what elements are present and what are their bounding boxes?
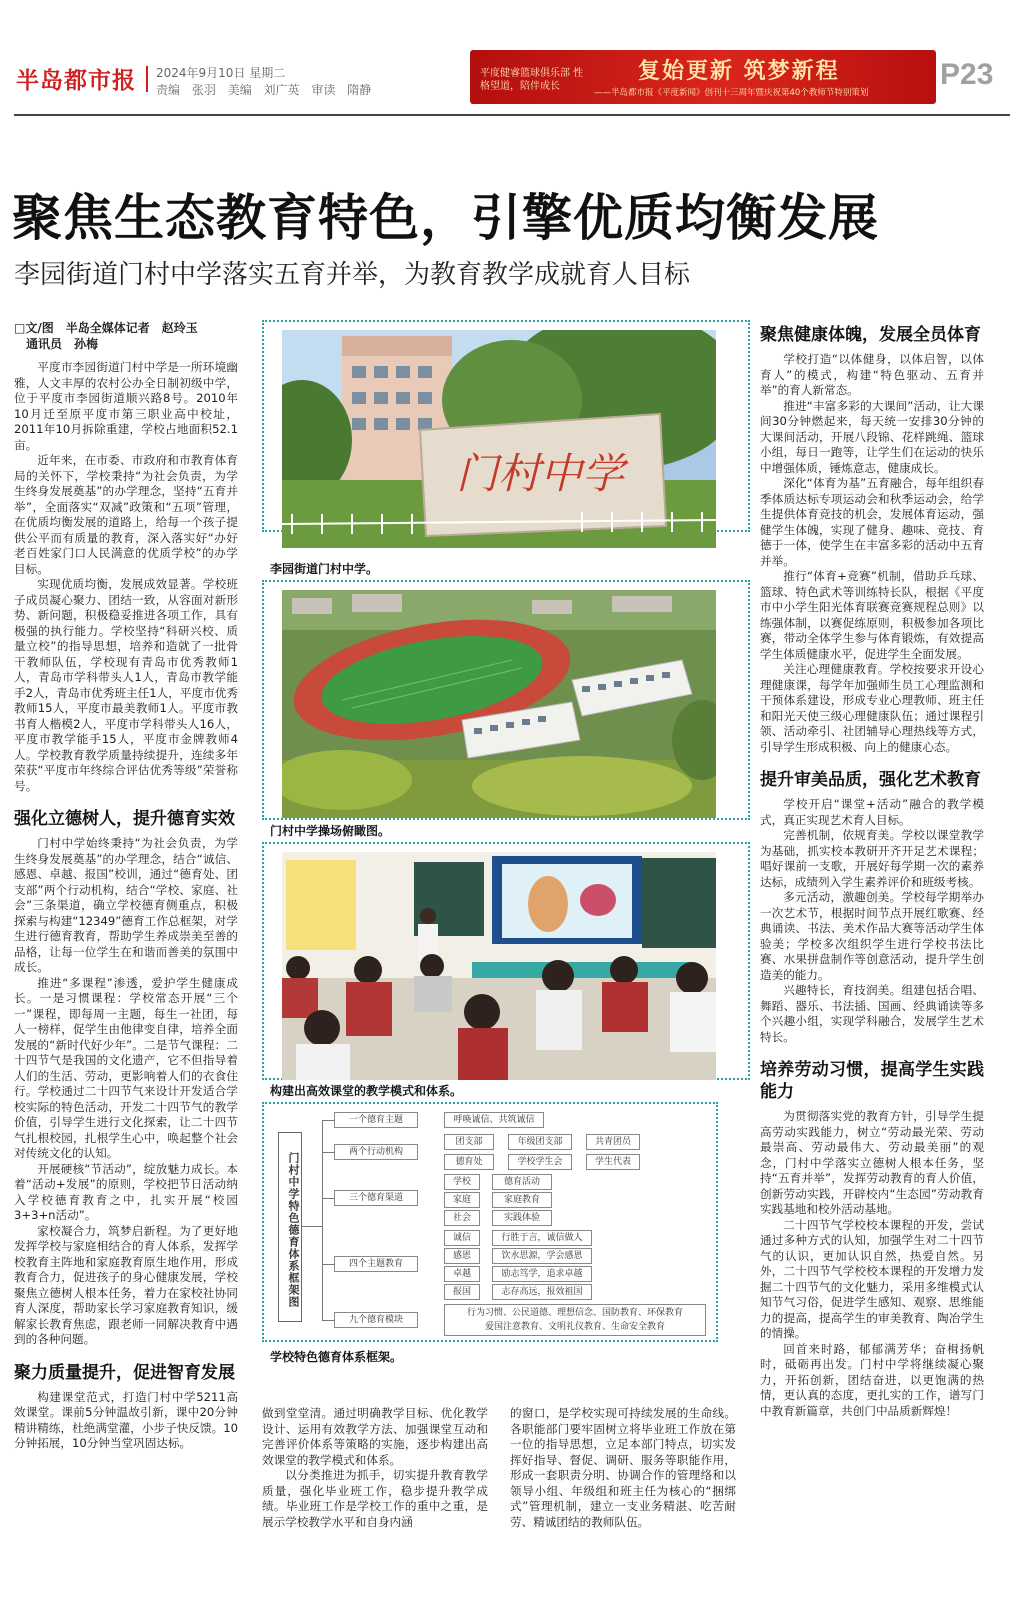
paragraph: 学校开启“课堂+活动”融合的教学模式，真正实现艺术育人目标。 <box>760 797 984 827</box>
diagram-node: 行胜于言，诚信做人 <box>492 1230 592 1246</box>
diagram-node: 诚信 <box>444 1230 480 1246</box>
page-number: P23 <box>940 58 994 91</box>
moral-education-framework-diagram <box>272 1108 716 1342</box>
subheadline: 李园街道门村中学落实五育并举，为教育教学成就育人目标 <box>14 260 691 290</box>
diagram-node: 一个德育主题 <box>334 1112 418 1128</box>
section-heading: 提升审美品质，强化艺术教育 <box>760 770 981 790</box>
diagram-title: 门村中学特色德育体系框架图 <box>278 1132 302 1322</box>
paragraph: 开展硬核“节活动”，绽放魅力成长。本着“活动+发展”的原则，学校把节日活动纳入学校德育教育之中，扎实开展“校园3+3+n活动”。 <box>14 1161 238 1222</box>
gate-sign-text: 门村中学 <box>455 449 625 498</box>
paragraph: 关注心理健康教育。学校按要求开设心理健康课，每学年加强师生员工心理监测和干预体系建设，形成专业心理教师、班主任和阳光天使三级心理健康队伍；通过课程引领、活动牵引、社团辅导心理热线等方式，引导学生形成积极、向上的健康心态。 <box>760 662 984 754</box>
diagram-node: 共青团员 <box>586 1134 640 1150</box>
diagram-node: 四个主题教育 <box>334 1256 418 1272</box>
diagram-node: 两个行动机构 <box>334 1144 418 1160</box>
diagram-link <box>322 1264 334 1265</box>
diagram-link <box>322 1120 334 1121</box>
paragraph: 门村中学始终秉持“为社会负责，为学生终身发展奠基”的办学理念，结合“诚信、感恩、卓越、报国”校训，通过“德育处、团支部”两个行动机构，结合“学校、家庭、社会”三条渠道，确立学校德育侧重点，积极探索与构建“12349”德育工作总框架，对学生进行德育教育，帮助学生养成崇美至善的品格，让每一位学生在和谐而善美的氛围中成长。 <box>14 836 238 974</box>
headline: 聚焦生态教育特色，引擎优质均衡发展 <box>12 189 879 247</box>
diagram-trunk-line <box>322 1120 323 1320</box>
classroom-image <box>282 852 716 1080</box>
masthead-divider <box>146 66 148 92</box>
diagram-link <box>322 1198 334 1199</box>
paragraph: 平度市李园街道门村中学是一所环境幽雅，人文丰厚的农村公办全日制初级中学，位于平度市李园街道顺兴路8号。2010年10月迁至原平度市第三职业高中校址，2011年10月拆除重建，学校占地面积52.1亩。 <box>14 360 238 452</box>
paragraph: 为贯彻落实党的教育方针，引导学生提高劳动实践能力，树立“劳动最光荣、劳动最崇高、劳动最伟大、劳动最美丽”的观念，门村中学落实立德树人根本任务，坚持“五育并举”，发挥劳动教育的育人价值，创新劳动实践，开辟校内“生态园”劳动教育实践基地和校外活动基地。 <box>760 1109 984 1216</box>
byline: □文/图 半岛全媒体记者 赵玲玉 通讯员 孙梅 <box>14 321 198 351</box>
diagram-node: 德育活动 <box>492 1174 552 1190</box>
paragraph: 学校打造“以体健身，以体启智，以体育人”的模式，构建“特色驱动、五育并举”的育人新常态。 <box>760 352 984 397</box>
diagram-link <box>322 1320 334 1321</box>
banner-ad-text: 平度健睿篮球俱乐部 性格望道，陪伴成长 <box>480 68 584 92</box>
right-column <box>760 324 984 1419</box>
school-gate-photo <box>282 330 716 548</box>
aerial-image <box>282 590 716 818</box>
diagram-node: 学校学生会 <box>508 1154 572 1170</box>
special-banner <box>470 50 936 104</box>
school-gate-image <box>282 330 716 548</box>
banner-slogan: 复始更新 筑梦新程 <box>638 58 840 84</box>
paragraph: 深化“体育为基”五育融合，每年组织春季体质达标专项运动会和秋季运动会，给学生提供体育竞技的机会，发展体育运动，强健学生体魄，实现了健身、趣味、竞技、育德于一体，使学生在丰富多彩的活动中五育并举。 <box>760 476 984 568</box>
section-heading: 聚力质量提升，促进智育发展 <box>14 1362 235 1383</box>
paragraph: 推进“多课程”渗透，爱护学生健康成长。一是习惯课程：学校常态开展“三个一”课程，即每周一主题，每生一社团，每人一榜样，促学生由他律变自律，培养全面发展的“新时代好少年”。二是节气课程：二十四节气是我国的文化遗产，它不但指导着人们的生活、劳动，更影响着人们的衣食住行。学校通过二十四节气来设计开发适合学校实际的特色活动，开发二十四节气的教学价值，引导学生进行文化探索，让二十四节气扎根校园，扎根学生心中，唤起整个社会对传统文化的认知。 <box>14 975 238 1160</box>
diagram-node: 实践体验 <box>492 1210 552 1226</box>
left-column <box>14 320 238 1452</box>
diagram-node: 社会 <box>444 1210 480 1226</box>
paragraph: 家校凝合力，筑梦启新程。为了更好地发挥学校与家庭相结合的育人体系，发挥学校教育主阵地和家庭教育原生地作用，形成教育合力，促进孩子的身心健康发展，学校聚焦立德树人根本任务，着力在家校社协同育人深度，帮助家长学习家庭教育知识，缓解家长教育焦虑，跟老师一同解决教育中遇到的各种问题。 <box>14 1223 238 1346</box>
editor-credits: 责编 张羽 美编 刘广英 审读 隋静 <box>156 83 372 97</box>
paragraph: 近年来，在市委、市政府和市教育体育局的关怀下，学校秉持“为社会负责，为学生终身发展奠基”的办学理念，坚持“五育并举”，全面落实“双减”政策和“五项”管理，在优质均衡发展的道路上，给每一个孩子提供公平而有质量的教育，深入落实好“办好老百姓家门口人民满意的优质学校”的办学目标。 <box>14 453 238 576</box>
section-heading: 培养劳动习惯，提高学生实践能力 <box>760 1060 984 1102</box>
paragraph: 完善机制，依规育美。学校以课堂教学为基础，抓实校本教研开齐开足艺术课程；唱好课前一支歌，开展好每学期一次的素养达标，成绩列入学生素养评价和班级考核。 <box>760 828 984 889</box>
diagram-node: 年级团支部 <box>508 1134 572 1150</box>
paragraph: 实现优质均衡，发展成效显著。学校班子成员凝心聚力、团结一致，从容面对新形势、新问题，积极稳妥推进各项工作，具有极强的执行能力。学校坚持“科研兴校、质量立校”的指导思想，培养和造就了一批骨干教师队伍，学校现有青岛市优秀教师1人，青岛市学科带头人1人，青岛市教学能手2人，青岛市优秀班主任1人，平度市优秀教师15人，平度市最美教师1人。平度市教书育人楷模2人，平度市学科带头人16人，平度市教学能手15人，平度市金牌教师4人。学校教育教学质量持续提升，连续多年荣获“平度市年终综合评估优秀等级”荣誉称号。 <box>14 577 238 793</box>
middle-column-1 <box>262 1406 488 1530</box>
paragraph: 二十四节气学校校本课程的开发，尝试通过多种方式的认知，加强学生对二十四节气的认识，更加认识自然，热爱自然。另外，二十四节气学校校本课程的开发增力发掘二十四节气的文化魅力，采用多维模式认知节气习俗，促进学生感知、观察、思维能力的提高，提高学生的审美教育、陶冶学生的情操。 <box>760 1217 984 1340</box>
banner-subtitle: ——半岛都市报《平度新闻》创刊十三周年暨庆祝第40个教师节特别策划 <box>594 88 869 98</box>
diagram-node: 行为习惯、公民道德、理想信念、国防教育、环保教育 爱国注意教育、文明礼仪教育、生命安全教育 <box>444 1304 706 1336</box>
photo-caption: 李园街道门村中学。 <box>270 562 379 576</box>
diagram-node: 九个德育模块 <box>334 1312 418 1328</box>
paragraph: 构建课堂范式，打造门村中学5211高效课堂。课前5分钟温故引新，课中20分钟精讲精练，杜绝满堂灌，小步子快反馈。10分钟拓展，10分钟当堂巩固达标。 <box>14 1389 238 1450</box>
diagram-node: 家庭教育 <box>492 1192 552 1208</box>
diagram-node: 卓越 <box>444 1266 480 1282</box>
diagram-node: 三个德育渠道 <box>334 1190 418 1206</box>
diagram-node: 学校 <box>444 1174 480 1190</box>
diagram-node: 励志笃学，追求卓越 <box>492 1266 592 1282</box>
photo-caption: 学校特色德育体系框架。 <box>270 1350 403 1364</box>
diagram-node: 饮水思源，学会感恩 <box>492 1248 592 1264</box>
paragraph: 做到堂堂清。通过明确教学目标、优化教学设计、运用有效教学方法、加强课堂互动和完善评价体系等策略的实施，逐步构建出高效课堂的教学模式和体系。 <box>262 1406 488 1467</box>
diagram-node: 团支部 <box>444 1134 494 1150</box>
diagram-link <box>302 1226 322 1227</box>
paragraph: 回首来时路，郁郁满芳华；奋楫扬帆时，砥砺再出发。门村中学将继续凝心聚力，开拓创新，团结奋进，以更饱满的热情，更认真的态度，更扎实的工作，谱写门中教育新篇章，共创门中品质新辉煌！ <box>760 1341 984 1418</box>
diagram-node: 志存高远，报效祖国 <box>492 1284 592 1300</box>
paragraph: 以分类推进为抓手，切实提升教育教学质量，强化毕业班工作，稳步提升教学成绩。毕业班工作是学校工作的重中之重，是展示学校教学水平和自身内涵 <box>262 1468 488 1529</box>
diagram-node: 感恩 <box>444 1248 480 1264</box>
diagram-node: 学生代表 <box>586 1154 640 1170</box>
diagram-node: 德育处 <box>444 1154 494 1170</box>
diagram-node: 家庭 <box>444 1192 480 1208</box>
paragraph: 的窗口，是学校实现可持续发展的生命线。各职能部门要牢固树立将毕业班工作放在第一位的指导思想，立足本部门特点，切实发挥好指导、督促、调研、服务等职能作用，形成一套职责分明、协调合作的管理络和以领导小组、年级组和班主任为核心的“捆绑式”管理机制，建立一支业务精湛、吃苦耐劳、精诚团结的教师队伍。 <box>510 1406 736 1529</box>
diagram-node: 报国 <box>444 1284 480 1300</box>
paragraph: 兴趣特长，育技润美。组建包括合唱、舞蹈、器乐、书法插、国画、经典诵读等多个兴趣小组，实现学科融合，发展学生艺术特长。 <box>760 983 984 1044</box>
paragraph: 推行“体育+竞赛”机制，借助乒乓球、篮球、特色武术等训练特长队，根据《平度市中小学生阳光体育联赛竞赛规程总则》以练强体制，以赛促练原则，积极参加各项比赛，带动全体学生参与体育锻炼，有效提高学生体质健康水平，促进学生全面发展。 <box>760 569 984 661</box>
masthead: 半岛都市报 <box>16 67 136 94</box>
header-rule <box>14 114 1010 116</box>
classroom-photo <box>282 852 716 1080</box>
diagram-node: 呼唤诚信、共筑诚信 <box>444 1112 544 1128</box>
paragraph: 多元活动，激趣创美。学校每学期举办一次艺术节，根据时间节点开展红歌赛、经典诵读、书法、美术作品大赛等活动学生体验美；学校多次组织学生进行学校书法比赛、水果拼盘制作等创意活动，提升学生创造美的能力。 <box>760 890 984 982</box>
photo-caption: 门村中学操场俯瞰图。 <box>270 824 391 838</box>
photo-caption: 构建出高效课堂的教学模式和体系。 <box>270 1084 463 1098</box>
section-heading: 强化立德树人，提升德育实效 <box>14 809 235 829</box>
section-heading: 聚焦健康体魄，发展全员体育 <box>760 325 981 345</box>
middle-column-2 <box>510 1406 736 1530</box>
diagram-link <box>322 1152 334 1153</box>
issue-date: 2024年9月10日 星期二 <box>156 66 286 80</box>
aerial-playground-photo <box>282 590 716 818</box>
paragraph: 推进“丰富多彩的大课间”活动，让大课间30分钟燃起来，每天统一安排30分钟的大课间活动，开展八段锦、花样跳绳、篮球小组，每日一跑等，让学生们在运动的快乐中增强体质，锤炼意志，健康成长。 <box>760 398 984 475</box>
